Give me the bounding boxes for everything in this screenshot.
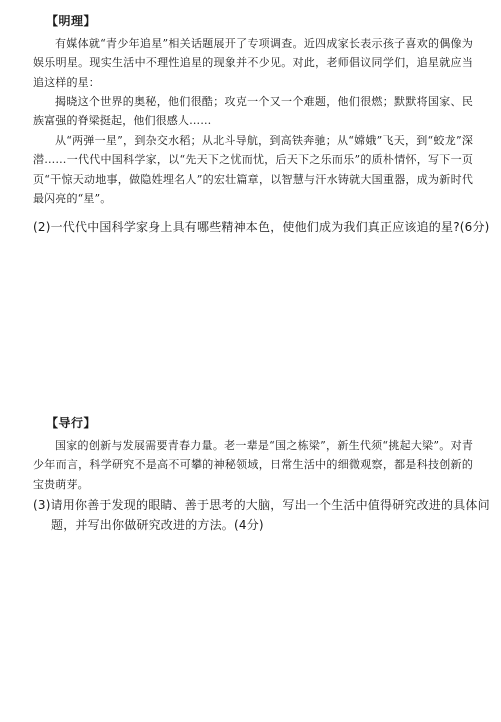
paragraph-intro: 有媒体就“青少年追星”相关话题展开了专项调查。近四成家长表示孩子喜欢的偶像为娱乐明星。现实生活中不理性追星的现象并不少见。对此，老师倡议同学们，追星就应当追这样的星： (33, 37, 473, 89)
section-heading-mingli: 【明理】 (46, 14, 97, 28)
section-heading-daoxing: 【导行】 (46, 416, 97, 430)
question-3: (3)请用你善于发现的眼睛、善于思考的大脑，写出一个生活中值得研究改进的具体问题，并写出你做研究改进的方法。(4分) (33, 498, 490, 532)
paragraph-scientists-cool: 揭晓这个世界的奥秘，他们很酷；攻克一个又一个难题，他们很燃；默默将国家、民族富强的脊梁挺起，他们很感人…… (33, 95, 473, 128)
paragraph-innovation: 国家的创新与发展需要青春力量。老一辈是“国之栋梁”，新生代须“挑起大梁”。对青少年而言，科学研究不是高不可攀的神秘领域，日常生活中的细微观察，都是科技创新的宝贵萌芽。 (33, 439, 473, 491)
question-2: (2)一代代中国科学家身上具有哪些精神本色，使他们成为我们真正应该追的星?(6分) (33, 220, 490, 234)
answer-area-question-3[interactable] (33, 540, 473, 710)
paragraph-achievements: 从“两弹一星”，到杂交水稻；从北斗导航，到高铁奔驰；从“嫦娥”飞天，到“蛟龙”深潜……一代代中国科学家，以“先天下之忧而忧，后天下之乐而乐”的质朴情怀，写下一页页“干惊天动地事，做隐姓埋名人”的宏壮篇章，以智慧与汗水铸就大国重器，成为新时代最闪亮的“星”。 (33, 134, 473, 205)
answer-area-question-2[interactable] (33, 240, 473, 410)
